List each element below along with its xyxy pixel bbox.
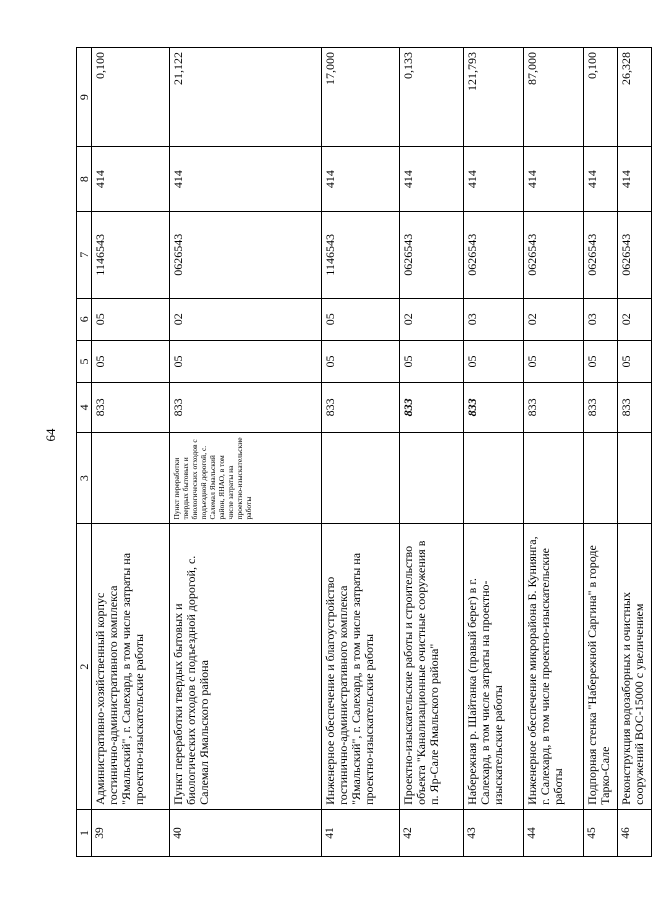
row-number: 45 xyxy=(584,809,618,856)
row-number: 41 xyxy=(322,809,400,856)
section-code: 05 xyxy=(170,340,322,382)
row-number: 43 xyxy=(464,809,524,856)
column-header: 1 xyxy=(77,809,92,856)
expense-type-code: 414 xyxy=(92,147,170,212)
row-number: 44 xyxy=(524,809,584,856)
ministry-code: 833 xyxy=(524,383,584,433)
target-article-code: 0626543 xyxy=(400,211,464,298)
subsection-code: 02 xyxy=(170,298,322,340)
amount: 26,328 xyxy=(618,48,652,147)
expense-type-code: 414 xyxy=(584,147,618,212)
amount: 121,793 xyxy=(464,48,524,147)
subsection-code: 02 xyxy=(400,298,464,340)
amount: 87,000 xyxy=(524,48,584,147)
target-article-code: 0626543 xyxy=(170,211,322,298)
target-article-code: 0626543 xyxy=(524,211,584,298)
amount: 0,100 xyxy=(92,48,170,147)
amount: 17,000 xyxy=(322,48,400,147)
subsection-code: 02 xyxy=(524,298,584,340)
object-note xyxy=(92,432,170,524)
object-note xyxy=(524,432,584,524)
object-name: Инженерное обеспечение микрорайона Б. Куниянга, г. Салехард, в том числе проектно-изыскательские работы xyxy=(524,524,584,809)
amount: 0,100 xyxy=(584,48,618,147)
table-row xyxy=(400,48,464,857)
object-note: Пункт переработки твердых бытовых и биологических отходов с подъездной дорогой, с. Салемал Ямальский район, ЯНАО, в том числе затраты на проектно-изыскательские работы xyxy=(170,432,322,524)
column-header: 8 xyxy=(77,147,92,212)
table-row xyxy=(464,48,524,857)
amount: 0,133 xyxy=(400,48,464,147)
amount: 21,122 xyxy=(170,48,322,147)
page-number: 64 xyxy=(43,428,58,442)
ministry-code: 833 xyxy=(400,383,464,433)
expense-type-code: 414 xyxy=(400,147,464,212)
row-number: 39 xyxy=(92,809,170,856)
row-number: 42 xyxy=(400,809,464,856)
column-header: 5 xyxy=(77,340,92,382)
column-header: 7 xyxy=(77,211,92,298)
table-row xyxy=(170,48,322,857)
subsection-code: 03 xyxy=(584,298,618,340)
rotated-table-container xyxy=(76,47,646,857)
ministry-code: 833 xyxy=(322,383,400,433)
section-code: 05 xyxy=(524,340,584,382)
expense-type-code: 414 xyxy=(170,147,322,212)
expense-type-code: 414 xyxy=(524,147,584,212)
expense-type-code: 414 xyxy=(618,147,652,212)
expense-type-code: 414 xyxy=(464,147,524,212)
object-name: Инженерное обеспечение и благоустройство гостинично-административного комплекса "Ямальский", г. Салехард, в том числе затраты на проектно-изыскательские работы xyxy=(322,524,400,809)
section-code: 05 xyxy=(584,340,618,382)
ministry-code: 833 xyxy=(464,383,524,433)
section-code: 05 xyxy=(322,340,400,382)
target-article-code: 1146543 xyxy=(322,211,400,298)
expense-type-code: 414 xyxy=(322,147,400,212)
object-name: Пункт переработки твердых бытовых и биологических отходов с подъездной дорогой, с. Салемал Ямальского района xyxy=(170,524,322,809)
object-name: Набережная р. Шайтанка (правый берег) в г. Салехард, в том числе затраты на проектно-изыскательские работы xyxy=(464,524,524,809)
section-code: 05 xyxy=(92,340,170,382)
target-article-code: 0626543 xyxy=(584,211,618,298)
column-header: 4 xyxy=(77,383,92,433)
table-row xyxy=(92,48,170,857)
object-name: Проектно-изыскательские работы и строительство объекта "Канализационные очистные сооружения в п. Яр-Сале Ямальского района" xyxy=(400,524,464,809)
column-header: 2 xyxy=(77,524,92,809)
section-code: 05 xyxy=(464,340,524,382)
object-note xyxy=(322,432,400,524)
subsection-code: 05 xyxy=(92,298,170,340)
table-row xyxy=(322,48,400,857)
object-note xyxy=(584,432,618,524)
column-header: 3 xyxy=(77,432,92,524)
header-row xyxy=(77,48,92,857)
column-header: 9 xyxy=(77,48,92,147)
ministry-code: 833 xyxy=(92,383,170,433)
object-name: Административно-хозяйственный корпус гостинично-административного комплекса "Ямальский", г. Салехард, в том числе затраты на проектно-изыскательские работы xyxy=(92,524,170,809)
section-code: 05 xyxy=(400,340,464,382)
table-row xyxy=(524,48,584,857)
object-name: Подпорная стенка "Набережной Саргина" в городе Тарко-Сале xyxy=(584,524,618,809)
ministry-code: 833 xyxy=(584,383,618,433)
row-number: 40 xyxy=(170,809,322,856)
column-header: 6 xyxy=(77,298,92,340)
object-note xyxy=(400,432,464,524)
row-number: 46 xyxy=(618,809,652,856)
subsection-code: 02 xyxy=(618,298,652,340)
target-article-code: 0626543 xyxy=(618,211,652,298)
subsection-code: 03 xyxy=(464,298,524,340)
object-note xyxy=(464,432,524,524)
subsection-code: 05 xyxy=(322,298,400,340)
object-note xyxy=(618,432,652,524)
section-code: 05 xyxy=(618,340,652,382)
target-article-code: 0626543 xyxy=(464,211,524,298)
table-row xyxy=(618,48,652,857)
table-row xyxy=(584,48,618,857)
ministry-code: 833 xyxy=(618,383,652,433)
object-name: Реконструкция водозаборных и очистных сооружений ВОС-15000 с увеличением xyxy=(618,524,652,809)
target-article-code: 1146543 xyxy=(92,211,170,298)
ministry-code: 833 xyxy=(170,383,322,433)
budget-table-frame xyxy=(76,47,646,857)
budget-table xyxy=(76,47,652,857)
